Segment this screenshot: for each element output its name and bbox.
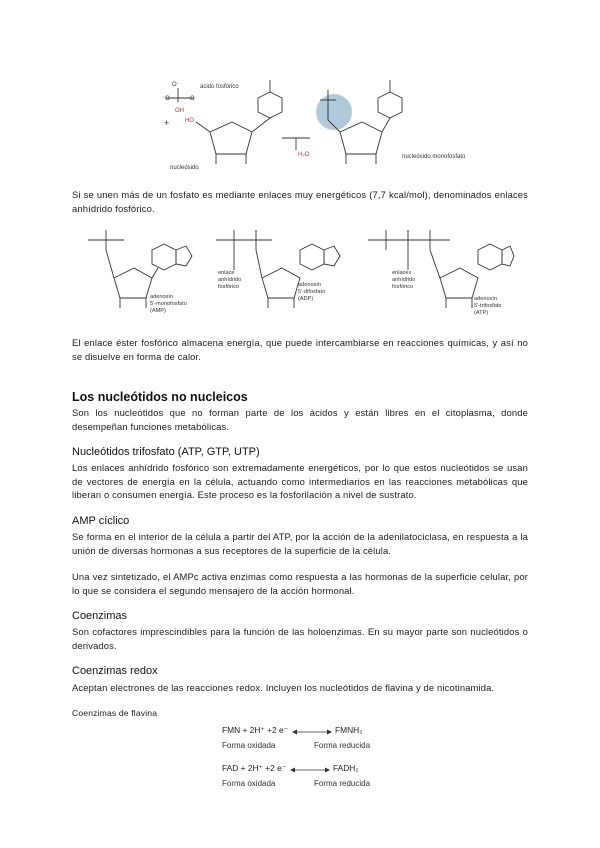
atp-label-3: (ATP)	[474, 310, 489, 316]
adp-label-1: adenosín	[298, 282, 322, 288]
paragraph-coenzimas: Son cofactores imprescindibles para la función de las holoenzimas. En su mayor parte son nucleótidos o derivados.	[72, 626, 528, 651]
heading-coenzimas: Coenzimas	[72, 610, 128, 622]
eq1-left: FMN + 2H⁺ +2 e⁻	[222, 725, 289, 735]
eq1-left-caption: Forma oxidada	[222, 741, 276, 750]
bond-label-2a: enlaces	[392, 270, 412, 276]
paragraph-enlaces-anhidrido: Si se unen más de un fosfato es mediante enlaces muy energéticos (7,7 kcal/mol), denominados enlaces anhídrido fosfórico.	[72, 189, 528, 214]
heading-amp-ciclico: AMP cíclico	[72, 515, 130, 527]
paragraph-enlace-ester: El enlace éster fosfórico almacena energía, que puede intercambiarse en reacciones químicas, y así no se disuelve en forma de calor.	[72, 337, 528, 362]
atp-label-1: adenosín	[474, 296, 498, 302]
paragraph-no-nucleicos: Son los nucleótidos que no forman parte de los ácidos y están libres en el citoplasma, donde desempeñan funciones metabólicas.	[72, 407, 528, 432]
bond-label-1b: anhídrido	[218, 277, 242, 283]
bond-label-1a: enlace	[218, 270, 235, 276]
eq2-left-caption: Forma oxidada	[222, 779, 276, 788]
nucleoside-label: nucleósido	[170, 165, 199, 171]
paragraph-amp-ciclico-2: Una vez sintetizado, el AMPc activa enzimas como respuesta a las hormonas de la superficie celular, por lo que se considera el segundo mensajero de la acción hormonal.	[72, 571, 528, 596]
eq2-right-caption: Forma reducida	[314, 779, 371, 788]
bond-label-2b: anhídrido	[392, 277, 416, 283]
amp-label-1: adenosín	[150, 294, 174, 300]
heading-trifosfato: Nucleótidos trifosfato (ATP, GTP, UTP)	[72, 446, 260, 458]
bond-label-2c: fosfórico	[392, 284, 414, 290]
eq2-left: FAD + 2H⁺ +2 e⁻	[222, 763, 287, 773]
amp-label-2: 5'-monofosfato	[150, 301, 187, 307]
adp-label-3: (ADP)	[298, 296, 314, 302]
heading-coenzimas-redox: Coenzimas redox	[72, 665, 158, 677]
eq1-arrow-icon	[292, 728, 332, 736]
svg-text:HO: HO	[185, 118, 194, 124]
svg-text:⁻O: ⁻O	[162, 96, 170, 102]
amp-label-3: (AMP)	[150, 308, 166, 314]
bond-label-1c: fosfórico	[218, 284, 240, 290]
label-coenzimas-flavina: Coenzimas de flavina	[72, 708, 158, 718]
product-label: nucleósido monofosfato	[402, 154, 466, 160]
paragraph-trifosfato: Los enlaces anhídrido fosfórico son extremadamente energéticos, por lo que estos nucleótidos se usan de vectores de energía en la célula, actuando como intermediarios en las reacciones metabólicas que liberan o consumen energía. Este proceso es la fosforilación a nivel de sustrato.	[72, 462, 528, 501]
svg-text:H₂O: H₂O	[298, 152, 310, 158]
adp-label-2: 5'-difosfato	[298, 289, 326, 295]
svg-text:+: +	[164, 118, 170, 128]
eq2-right: FADH₂	[333, 763, 359, 773]
svg-text:OH: OH	[175, 108, 184, 114]
svg-text:O⁻: O⁻	[172, 82, 180, 88]
svg-text:O: O	[190, 96, 195, 102]
eq1-right-caption: Forma reducida	[314, 741, 371, 750]
atp-label-2: 5'-trifosfato	[474, 303, 502, 309]
acid-label: ácido fosfórico	[200, 84, 239, 90]
nucleotide-formation-figure	[160, 76, 466, 172]
eq1-right: FMNH₂	[335, 725, 363, 735]
amp-adp-atp-figure	[86, 222, 516, 318]
paragraph-amp-ciclico-1: Se forma en el interior de la célula a partir del ATP, por la acción de la adenilatociclasa, en respuesta a la unión de diversas hormonas a sus receptores de la superficie de la célula.	[72, 531, 528, 556]
paragraph-coenzimas-redox: Aceptan electrones de las reacciones redox. Incluyen los nucleótidos de flavina y de nicotinamida.	[72, 682, 495, 693]
heading-nucleotidos-no-nucleicos: Los nucleótidos no nucleicos	[72, 390, 248, 404]
eq2-arrow-icon	[290, 766, 330, 774]
